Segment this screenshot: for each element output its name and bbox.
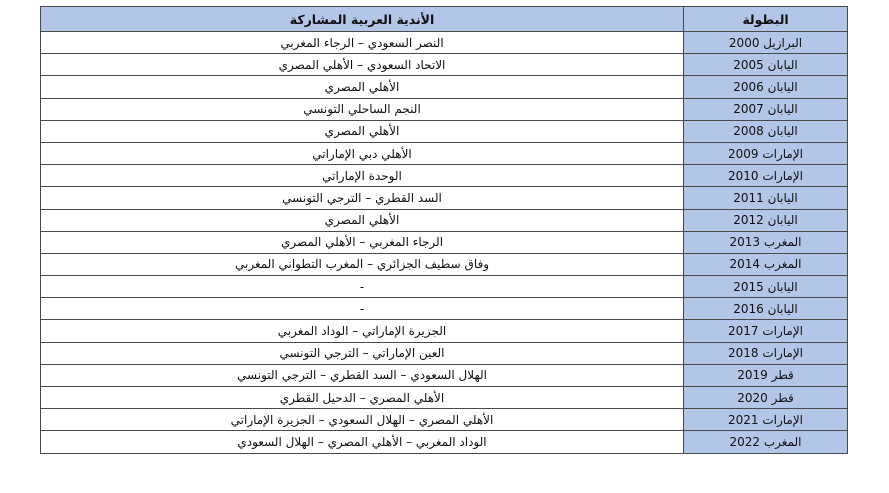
cell-clubs: الرجاء المغربي – الأهلي المصري	[41, 231, 684, 253]
table-row	[41, 231, 848, 253]
table-row	[41, 409, 848, 431]
table-row	[41, 120, 848, 142]
cell-tournament: اليابان 2015	[684, 276, 848, 298]
cell-clubs: -	[41, 298, 684, 320]
cell-clubs: النجم الساحلي التونسي	[41, 98, 684, 120]
table-row	[41, 364, 848, 386]
cell-clubs: الأهلي المصري – الهلال السعودي – الجزيرة الإماراتي	[41, 409, 684, 431]
table-row	[41, 253, 848, 275]
cell-tournament: اليابان 2012	[684, 209, 848, 231]
cell-clubs: الاتحاد السعودي – الأهلي المصري	[41, 54, 684, 76]
cell-tournament: اليابان 2006	[684, 76, 848, 98]
table-row	[41, 76, 848, 98]
cell-clubs: السد القطري – الترجي التونسي	[41, 187, 684, 209]
cell-clubs: الأهلي المصري	[41, 76, 684, 98]
cell-tournament: الإمارات 2017	[684, 320, 848, 342]
cell-clubs: الجزيرة الإماراتي – الوداد المغربي	[41, 320, 684, 342]
table-row	[41, 54, 848, 76]
table-row	[41, 98, 848, 120]
cell-clubs: وفاق سطيف الجزائري – المغرب التطواني المغربي	[41, 253, 684, 275]
cell-clubs: الوحدة الإماراتي	[41, 165, 684, 187]
cell-clubs: النصر السعودي – الرجاء المغربي	[41, 32, 684, 54]
cell-tournament: اليابان 2007	[684, 98, 848, 120]
table-row	[41, 431, 848, 453]
cell-tournament: الإمارات 2018	[684, 342, 848, 364]
arab-clubs-table	[40, 6, 848, 454]
cell-clubs: الأهلي المصري	[41, 209, 684, 231]
cell-clubs: الأهلي المصري – الدحيل القطري	[41, 387, 684, 409]
table-row	[41, 187, 848, 209]
table-body	[41, 32, 848, 454]
cell-tournament: المغرب 2022	[684, 431, 848, 453]
cell-tournament: البرازيل 2000	[684, 32, 848, 54]
cell-tournament: قطر 2019	[684, 364, 848, 386]
cell-clubs: الوداد المغربي – الأهلي المصري – الهلال السعودي	[41, 431, 684, 453]
cell-tournament: اليابان 2011	[684, 187, 848, 209]
table-row	[41, 142, 848, 164]
table-row	[41, 32, 848, 54]
table-header-row	[41, 7, 848, 32]
table-row	[41, 320, 848, 342]
table-row	[41, 387, 848, 409]
table-row	[41, 342, 848, 364]
cell-clubs: الأهلي المصري	[41, 120, 684, 142]
table-row	[41, 209, 848, 231]
cell-clubs: -	[41, 276, 684, 298]
cell-tournament: الإمارات 2009	[684, 142, 848, 164]
header-clubs: الأندية العربية المشاركة	[41, 7, 684, 32]
clubs-table-container	[40, 6, 847, 454]
cell-clubs: الأهلي دبي الإماراتي	[41, 142, 684, 164]
cell-tournament: قطر 2020	[684, 387, 848, 409]
header-tournament: البطولة	[684, 7, 848, 32]
cell-tournament: اليابان 2005	[684, 54, 848, 76]
table-row	[41, 165, 848, 187]
cell-tournament: اليابان 2016	[684, 298, 848, 320]
cell-tournament: اليابان 2008	[684, 120, 848, 142]
cell-tournament: الإمارات 2010	[684, 165, 848, 187]
cell-tournament: المغرب 2014	[684, 253, 848, 275]
table-row	[41, 276, 848, 298]
cell-clubs: الهلال السعودي – السد القطري – الترجي التونسي	[41, 364, 684, 386]
cell-tournament: الإمارات 2021	[684, 409, 848, 431]
table-row	[41, 298, 848, 320]
cell-clubs: العين الإماراتي – الترجي التونسي	[41, 342, 684, 364]
cell-tournament: المغرب 2013	[684, 231, 848, 253]
